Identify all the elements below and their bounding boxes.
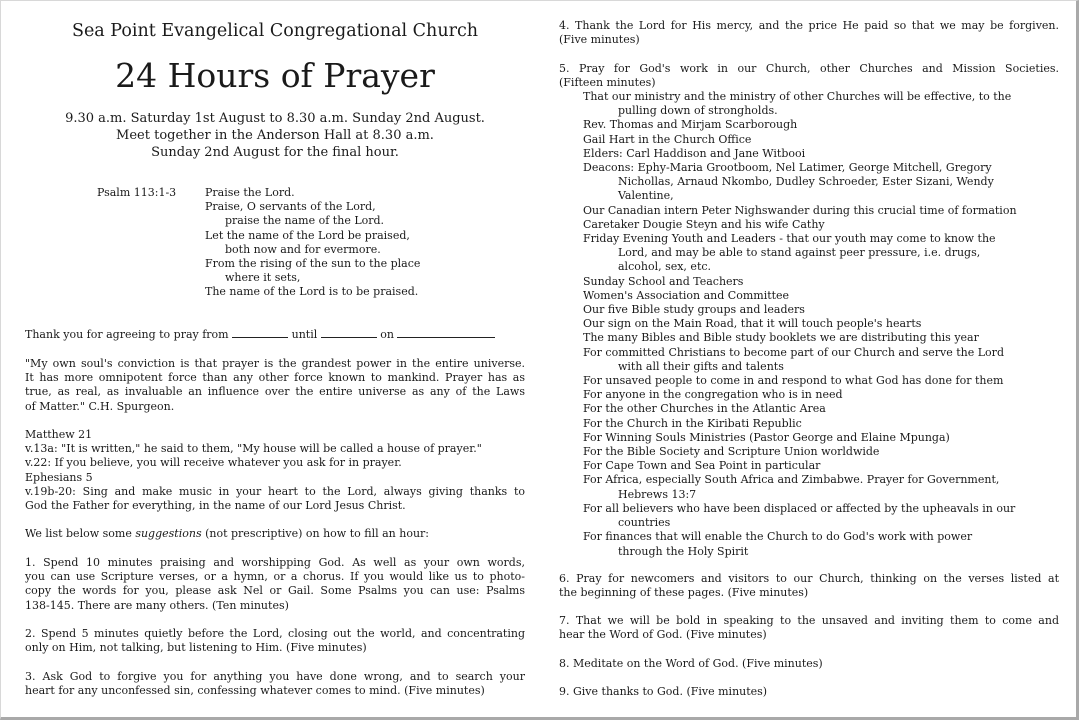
prayer-item-continuation: Nichollas, Arnaud Nkombo, Dudley Schroeder, Ester Sizani, Wendy <box>618 175 994 189</box>
prayer-item-continuation: pulling down of strongholds. <box>618 104 778 118</box>
quote-line: "My own soul's conviction is that prayer is the grandest power in the entire universe. <box>25 357 525 370</box>
thanks-line <box>25 328 525 342</box>
prayer-item <box>583 317 1039 331</box>
psalm-line: Praise, O servants of the Lord, <box>205 200 376 214</box>
step-9 <box>559 685 1059 699</box>
prayer-item <box>583 118 1039 132</box>
step-line: 1. Spend 10 minutes praising and worshipping God. As well as your own words, <box>25 556 525 569</box>
step-line: (Five minutes) <box>559 33 640 47</box>
event-details <box>25 110 525 161</box>
prayer-item <box>583 218 1039 232</box>
event-place-line: Meet together in the Anderson Hall at 8.30 a.m. <box>116 128 434 143</box>
prayer-item <box>583 502 1039 530</box>
quote-line: true, as real, as invaluable an influence over the entire universe as any of the Laws <box>25 385 525 399</box>
prayer-item-text: That our ministry and the ministry of other Churches will be effective, to the <box>583 90 1012 103</box>
prayer-item <box>583 402 1039 416</box>
prayer-item-text: For Africa, especially South Africa and Zimbabwe. Prayer for Government, <box>583 473 1000 487</box>
step-7 <box>559 614 1059 642</box>
thanks-until: until <box>291 328 318 341</box>
step-line: 7. That we will be bold in speaking to the unsaved and inviting them to come and <box>559 614 1059 627</box>
step-line: 8. Meditate on the Word of God. (Five minutes) <box>559 657 823 670</box>
step-line: you can use Scripture verses, or a hymn, or a chorus. If you would like us to photo- <box>25 570 525 584</box>
step-line: (Fifteen minutes) <box>559 76 656 90</box>
prayer-item <box>583 374 1039 388</box>
scripture-line: Ephesians 5 <box>25 470 93 484</box>
suggestions-intro <box>25 527 525 541</box>
prayer-item-text: Elders: Carl Haddison and Jane Witbooi <box>583 146 806 160</box>
step-1 <box>25 556 525 613</box>
suggestions-after: (not prescriptive) on how to fill an hour: <box>201 527 430 540</box>
scripture-line: v.19b-20: Sing and make music in your heart to the Lord, always giving thanks to <box>25 484 525 498</box>
psalm-reference: Psalm 113:1-3 <box>97 186 177 199</box>
prayer-item-text: Rev. Thomas and Mirjam Scarborough <box>583 118 798 132</box>
event-time-line: 9.30 a.m. Saturday 1st August to 8.30 a.m. Sunday 2nd August. <box>65 111 485 126</box>
psalm-text <box>205 186 420 300</box>
prayer-item <box>583 331 1039 345</box>
until-blank <box>321 328 377 338</box>
prayer-item-text: Our five Bible study groups and leaders <box>583 303 805 317</box>
psalm-line: Let the name of the Lord be praised, <box>205 228 410 242</box>
step-line: 4. Thank the Lord for His mercy, and the price He paid so that we may be forgiven. <box>559 19 1059 32</box>
prayer-item-text: For Cape Town and Sea Point in particular <box>583 459 821 473</box>
step-line: hear the Word of God. (Five minutes) <box>559 628 767 642</box>
prayer-item-text: Our sign on the Main Road, that it will touch people's hearts <box>583 317 922 331</box>
step-line: the beginning of these pages. (Five minutes) <box>559 586 809 600</box>
step-line: only on Him, not talking, but listening to Him. (Five minutes) <box>25 641 367 655</box>
prayer-item-text: Sunday School and Teachers <box>583 274 744 288</box>
step-line: 6. Pray for newcomers and visitors to our Church, thinking on the verses listed at <box>559 572 1059 585</box>
scripture-line: Matthew 21 <box>25 428 93 441</box>
step-8 <box>559 657 1059 671</box>
prayer-item-text: For the Church in the Kiribati Republic <box>583 416 802 430</box>
prayer-item-text: For the Bible Society and Scripture Union worldwide <box>583 445 880 459</box>
step-2 <box>25 627 525 655</box>
prayer-item <box>583 459 1039 473</box>
prayer-item-text: For Winning Souls Ministries (Pastor George and Elaine Mpunga) <box>583 430 950 444</box>
prayer-item-text: Friday Evening Youth and Leaders - that our youth may come to know the <box>583 232 996 246</box>
prayer-item-text: Gail Hart in the Church Office <box>583 132 752 146</box>
step-6 <box>559 572 1059 600</box>
prayer-item <box>583 417 1039 431</box>
prayer-item-text: For unsaved people to come in and respond to what God has done for them <box>583 374 1004 388</box>
prayer-item <box>583 530 1039 558</box>
prayer-item <box>583 303 1039 317</box>
prayer-item-continuation: Hebrews 13:7 <box>618 487 697 501</box>
step-line: heart for any unconfessed sin, confessing whatever comes to mind. (Five minutes) <box>25 684 485 698</box>
prayer-item-text: For the other Churches in the Atlantic Area <box>583 402 826 416</box>
step-4 <box>559 19 1059 47</box>
scripture-line: v.22: If you believe, you will receive whatever you ask for in prayer. <box>25 456 402 470</box>
prayer-item-continuation: countries <box>618 516 671 530</box>
prayer-list <box>583 90 1039 559</box>
step-line: 2. Spend 5 minutes quietly before the Lord, closing out the world, and concentrating <box>25 627 525 640</box>
prayer-item-continuation: Valentine, <box>618 189 674 203</box>
thanks-prefix: Thank you for agreeing to pray from <box>25 328 229 341</box>
prayer-item-text: The many Bibles and Bible study booklets we are distributing this year <box>583 331 979 345</box>
prayer-item-continuation: through the Holy Spirit <box>618 544 749 558</box>
step-line: 3. Ask God to forgive you for anything you have done wrong, and to search your <box>25 670 525 683</box>
prayer-item-text: For all believers who have been displaced or affected by the upheavals in our <box>583 501 1016 515</box>
prayer-item <box>583 147 1039 161</box>
from-blank <box>232 328 288 338</box>
prayer-item <box>583 133 1039 147</box>
prayer-item-text: Women's Association and Committee <box>583 288 790 302</box>
prayer-item <box>583 90 1039 118</box>
psalm-line: The name of the Lord is to be praised. <box>205 285 419 299</box>
scripture-line: God the Father for everything, in the name of our Lord Jesus Christ. <box>25 499 406 513</box>
prayer-item-text: For anyone in the congregation who is in need <box>583 388 843 402</box>
prayer-item-continuation: alcohol, sex, etc. <box>618 260 712 274</box>
prayer-item <box>583 431 1039 445</box>
psalm-line: From the rising of the sun to the place <box>205 257 421 271</box>
step-line: 138-145. There are many others. (Ten minutes) <box>25 598 289 612</box>
psalm-line: both now and for evermore. <box>225 242 381 256</box>
psalm-line: where it sets, <box>225 271 301 285</box>
page-title: 24 Hours of Prayer <box>115 56 435 95</box>
prayer-item <box>583 161 1039 204</box>
suggestions-before: We list below some <box>25 527 136 540</box>
prayer-item <box>583 346 1039 374</box>
prayer-item <box>583 275 1039 289</box>
date-blank <box>397 328 495 338</box>
prayer-item-text: Deacons: Ephy-Maria Grootboom, Nel Latimer, George Mitchell, Gregory <box>583 161 992 175</box>
prayer-item-text: For committed Christians to become part of our Church and serve the Lord <box>583 345 1004 359</box>
step-line: copy the words for you, please ask Nel or Gail. Some Psalms you can use: Psalms <box>25 584 525 598</box>
step-line: 9. Give thanks to God. (Five minutes) <box>559 685 768 698</box>
church-name: Sea Point Evangelical Congregational Church <box>71 21 479 41</box>
prayer-item-continuation: with all their gifts and talents <box>618 359 784 373</box>
prayer-item <box>583 289 1039 303</box>
scripture-verses <box>25 428 525 513</box>
scripture-line: v.13a: "It is written," he said to them, "My house will be called a house of prayer." <box>25 442 482 456</box>
prayer-item <box>583 445 1039 459</box>
prayer-item-text: Caretaker Dougie Steyn and his wife Cathy <box>583 217 825 231</box>
prayer-item-continuation: Lord, and may be able to stand against peer pressure, i.e. drugs, <box>618 246 981 260</box>
psalm-line: praise the name of the Lord. <box>225 214 385 228</box>
spurgeon-quote <box>25 357 525 414</box>
quote-line: It has more omnipotent force than any other force known to mankind. Prayer has as <box>25 371 525 385</box>
thanks-on: on <box>380 328 394 341</box>
step-3 <box>25 670 525 698</box>
prayer-item-text: Our Canadian intern Peter Nighswander during this crucial time of formation <box>583 203 1017 217</box>
prayer-item <box>583 204 1039 218</box>
quote-line: of Matter." C.H. Spurgeon. <box>25 399 175 413</box>
step-5 <box>559 62 1059 90</box>
prayer-item <box>583 388 1039 402</box>
prayer-item <box>583 232 1039 275</box>
suggestions-emphasis: suggestions <box>135 527 202 540</box>
prayer-item <box>583 473 1039 501</box>
prayer-item-text: For finances that will enable the Church to do God's work with power <box>583 530 973 544</box>
event-final-line: Sunday 2nd August for the final hour. <box>151 145 399 160</box>
step-line: 5. Pray for God's work in our Church, other Churches and Mission Societies. <box>559 62 1059 75</box>
psalm-line: Praise the Lord. <box>205 186 295 199</box>
